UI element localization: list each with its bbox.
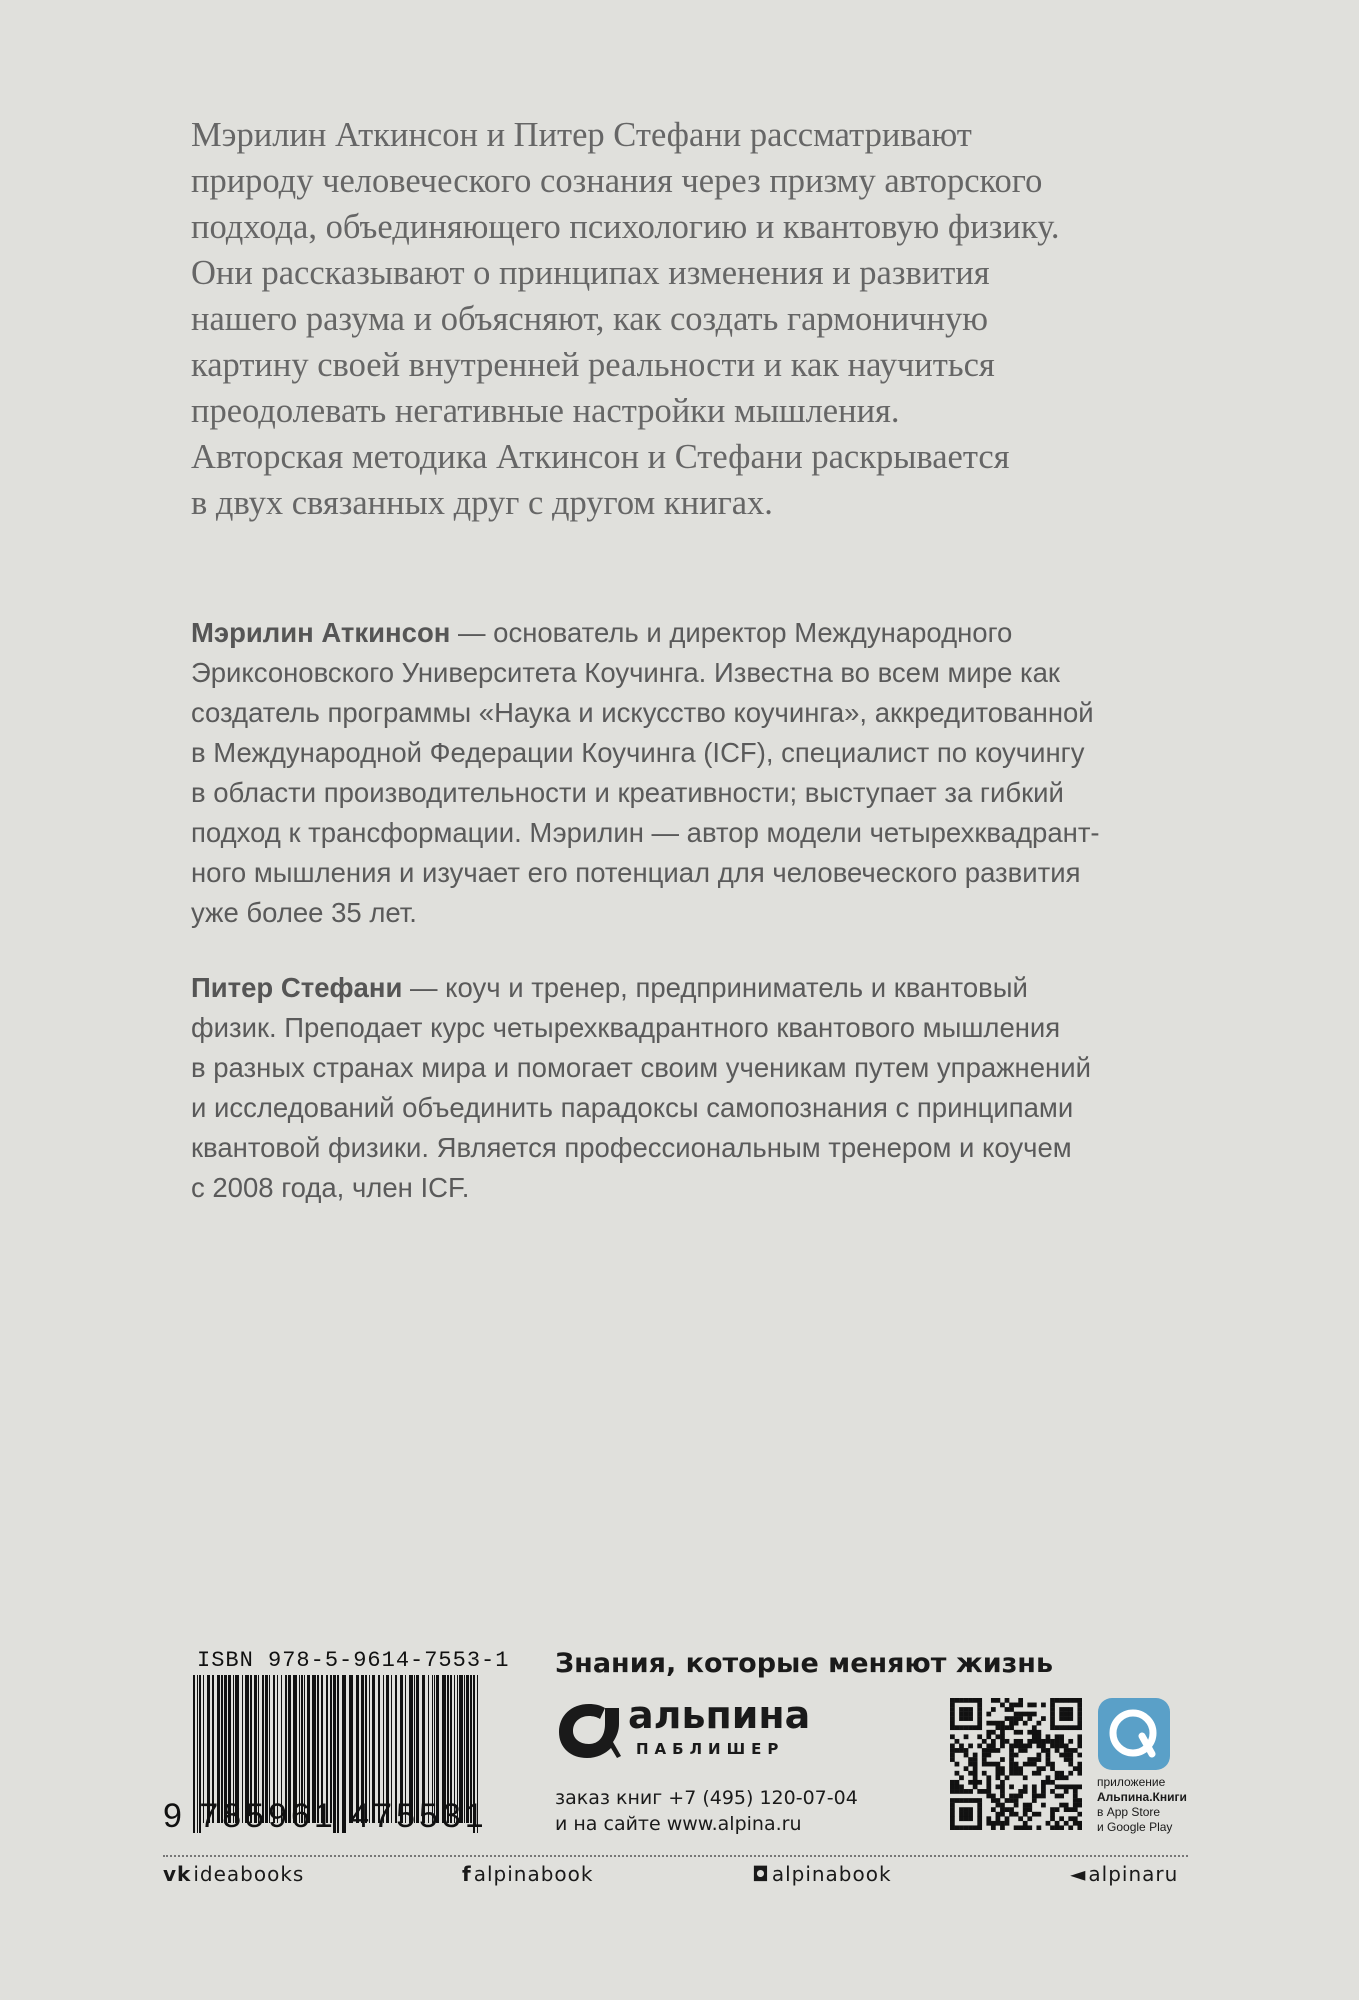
qr-code-icon	[950, 1698, 1082, 1830]
intro-line: картину своей внутренней реальности и как научиться	[191, 346, 995, 384]
bio-line: и исследований объединить парадоксы самопознания с принципами	[191, 1092, 1074, 1123]
bio-line: уже более 35 лет.	[191, 897, 417, 928]
author-bio-stefani	[191, 968, 1201, 1208]
facebook-icon: f	[462, 1862, 472, 1886]
social-facebook[interactable]: f alpinabook	[462, 1862, 594, 1886]
social-instagram[interactable]: ◘ alpinabook	[752, 1862, 892, 1886]
intro-line: Мэрилин Аткинсон и Питер Стефани рассматривают	[191, 116, 972, 154]
bio-line: подход к трансформации. Мэрилин — автор модели четырехквадрант-	[191, 817, 1100, 848]
intro-line: в двух связанных друг с другом книгах.	[191, 484, 773, 522]
bio-line: с 2008 года, член ICF.	[191, 1172, 470, 1203]
app-logo-icon	[1098, 1698, 1170, 1770]
intro-paragraph	[191, 112, 1201, 526]
author-name: Питер Стефани	[191, 972, 403, 1003]
bio-line: квантовой физики. Является профессиональным тренером и коучем	[191, 1132, 1072, 1163]
publisher-slogan: Знания, которые меняют жизнь	[555, 1648, 1054, 1679]
intro-line: преодолевать негативные настройки мышления.	[191, 392, 900, 430]
app-promo: приложение Альпина.Книги в App Store и Google Play	[1097, 1775, 1187, 1834]
intro-line: Авторская методика Аткинсон и Стефани раскрывается	[191, 438, 1010, 476]
author-bio-atkinson	[191, 613, 1201, 933]
vk-icon: vk	[163, 1862, 192, 1886]
bio-line: Мэрилин Аткинсон — основатель и директор Международного	[191, 617, 1013, 648]
divider	[163, 1855, 1188, 1857]
social-vk[interactable]: vk ideabooks	[163, 1862, 305, 1886]
intro-line: нашего разума и объясняют, как создать гармоничную	[191, 300, 989, 338]
bio-line: Эриксоновского Университета Коучинга. Известна во всем мире как	[191, 657, 1060, 688]
bio-line: в разных странах мира и помогает своим ученикам путем упражнений	[191, 1052, 1091, 1083]
bio-line: в Международной Федерации Коучинга (ICF), специалист по коучингу	[191, 737, 1085, 768]
order-site: и на сайте www.alpina.ru	[555, 1813, 802, 1835]
isbn-label: ISBN 978-5-9614-7553-1	[197, 1648, 510, 1673]
bio-line: ного мышления и изучает его потенциал для человеческого развития	[191, 857, 1081, 888]
alpina-logo-icon	[555, 1700, 623, 1762]
author-name: Мэрилин Аткинсон	[191, 617, 451, 648]
intro-line: подхода, объединяющего психологию и квантовую физику.	[191, 208, 1060, 246]
bio-line: физик. Преподает курс четырехквадрантного квантового мышления	[191, 1012, 1061, 1043]
order-phone: заказ книг +7 (495) 120-07-04	[555, 1787, 858, 1809]
bio-line: Питер Стефани — коуч и тренер, предприниматель и квантовый	[191, 972, 1028, 1003]
order-info	[555, 1785, 858, 1837]
telegram-icon: ◄	[1070, 1862, 1087, 1886]
publisher-subtitle: ПАБЛИШЕР	[636, 1740, 785, 1758]
intro-line: природу человеческого сознания через призму авторского	[191, 162, 1043, 200]
social-telegram[interactable]: ◄ alpinaru	[1070, 1862, 1179, 1886]
publisher-name: альпина	[628, 1693, 811, 1737]
instagram-icon: ◘	[752, 1862, 770, 1886]
bio-line: в области производительности и креативности; выступает за гибкий	[191, 777, 1064, 808]
bio-line: создатель программы «Наука и искусство коучинга», аккредитованной	[191, 697, 1094, 728]
intro-line: Они рассказывают о принципах изменения и развития	[191, 254, 990, 292]
barcode-digits: 9 785961 475531	[163, 1797, 488, 1835]
